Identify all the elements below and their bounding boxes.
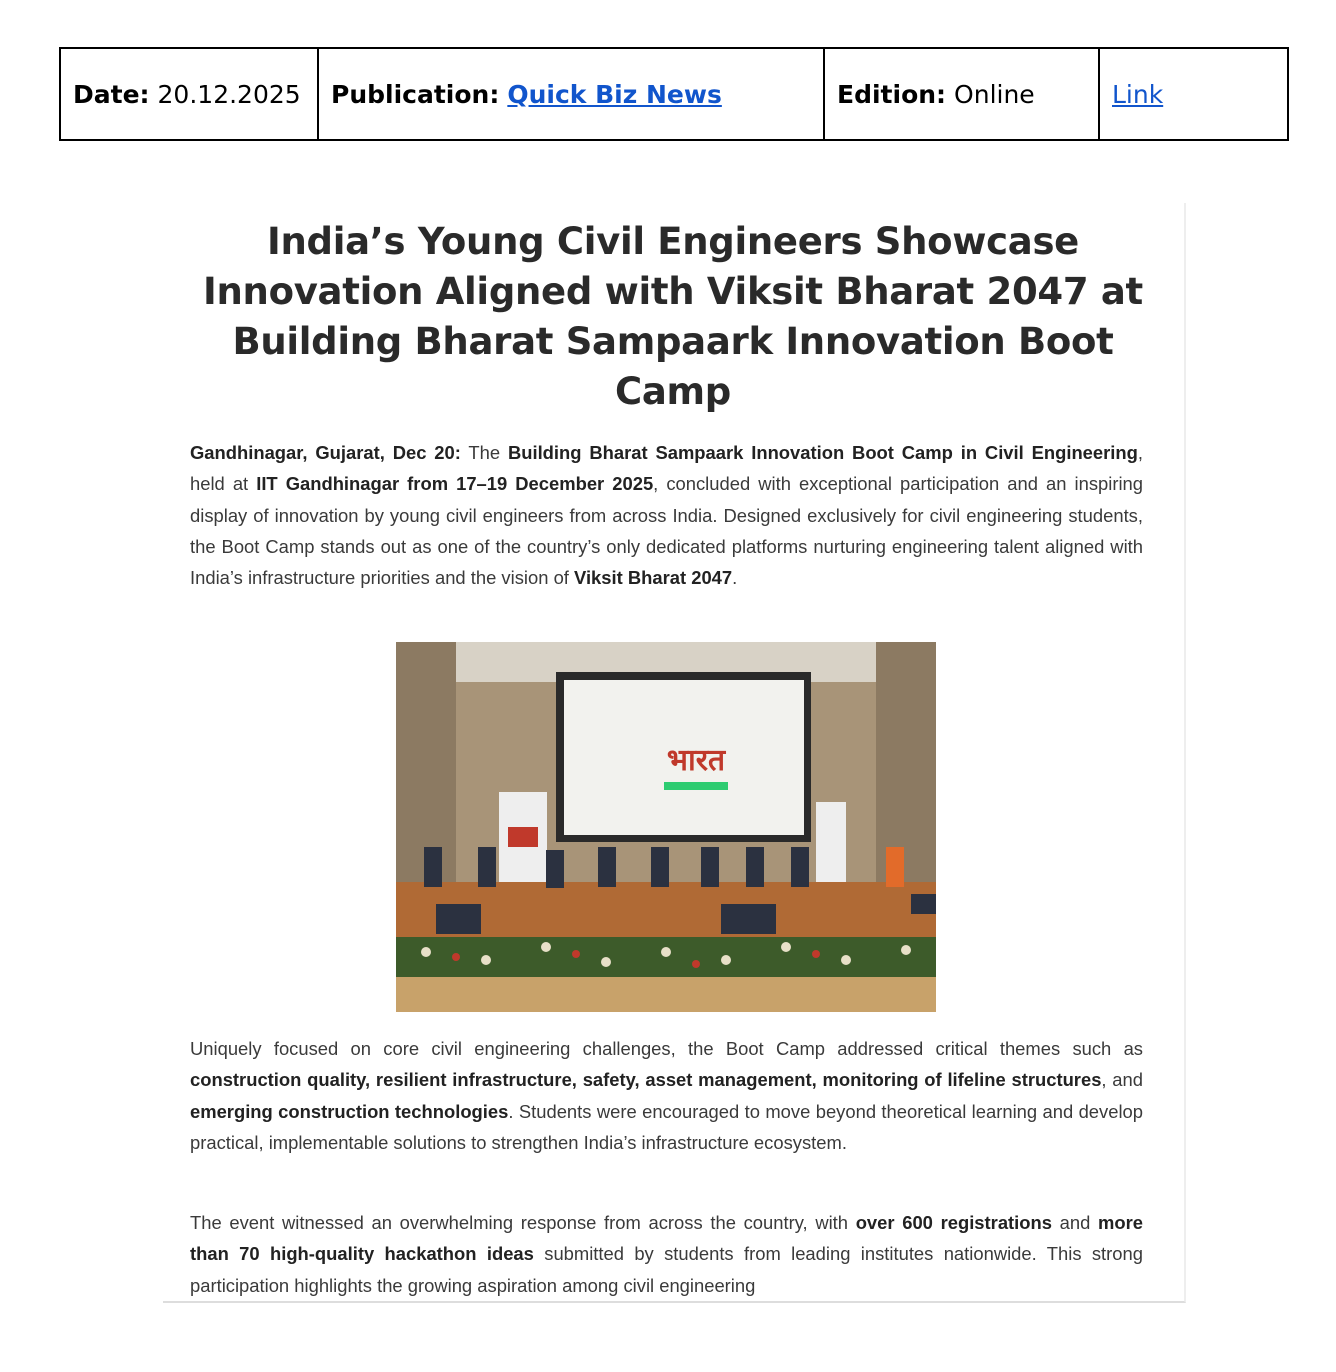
text-segment: Uniquely focused on core civil engineering challenges, the Boot Camp addressed critical themes such as <box>190 1038 1143 1059</box>
article-link[interactable]: Link <box>1112 79 1164 109</box>
bold-text-segment: over 600 registrations <box>855 1212 1052 1233</box>
text-segment: The <box>460 442 508 463</box>
bold-text-segment: Building Bharat Sampaark Innovation Boot Camp in Civil Engineering <box>507 442 1138 463</box>
article-paragraph <box>190 1207 1143 1301</box>
publication-link[interactable]: Quick Biz News <box>507 79 722 109</box>
date-label: Date: <box>73 79 150 109</box>
text-segment: . <box>732 567 738 589</box>
bold-text-segment: IIT Gandhinagar from 17–19 December 2025 <box>256 473 654 495</box>
text-segment: submitted by students from leading institutes nationwide. This strong participation highlights the growing aspiration among civil engineering <box>190 1243 1143 1296</box>
text-segment: and <box>1051 1212 1099 1233</box>
bold-text-segment: construction quality, resilient infrastructure, safety, asset management, monitoring of lifeline structures <box>190 1069 1102 1091</box>
bold-text-segment: Viksit Bharat 2047 <box>574 567 733 589</box>
text-segment: , and <box>1101 1069 1143 1091</box>
text-segment: , held at <box>190 442 1143 495</box>
edition-label: Edition: <box>837 79 947 109</box>
publication-label: Publication: <box>331 79 500 109</box>
edition-value: Online <box>954 79 1035 109</box>
publication-cell <box>319 49 825 139</box>
article-clipping <box>163 203 1186 1303</box>
link-cell <box>1100 49 1287 139</box>
bold-text-segment: Gandhinagar, Gujarat, Dec 20: <box>190 442 461 463</box>
clipping-metadata-table <box>59 47 1289 141</box>
article-paragraph <box>190 437 1143 593</box>
bold-text-segment: more than 70 high-quality hackathon ideas <box>190 1212 1143 1265</box>
event-photo-image <box>396 642 936 1012</box>
article-title: India’s Young Civil Engineers Showcase Innovation Aligned with Viksit Bharat 2047 at Building Bharat Sampaark Innovation Boot Camp <box>203 220 1143 413</box>
date-value: 20.12.2025 <box>157 79 301 109</box>
event-photo <box>396 642 936 1012</box>
screen-logo-text: भारत <box>666 743 726 778</box>
article-paragraph <box>190 1033 1143 1158</box>
text-segment: The event witnessed an overwhelming response from across the country, with <box>190 1212 856 1233</box>
date-cell <box>61 49 319 139</box>
text-segment: . Students were encouraged to move beyond theoretical learning and develop practical, implementable solutions to strengthen India’s infrastructure ecosystem. <box>190 1100 1143 1153</box>
text-segment: , concluded with exceptional participation and an inspiring display of innovation by young civil engineers from across India. Designed exclusively for civil engineering students, the Boot Camp stands out as one of the country’s only dedicated platforms nurturing engineering talent aligned with India’s infrastructure priorities and the vision of <box>190 473 1143 589</box>
edition-cell <box>825 49 1100 139</box>
bold-text-segment: emerging construction technologies <box>190 1100 509 1122</box>
